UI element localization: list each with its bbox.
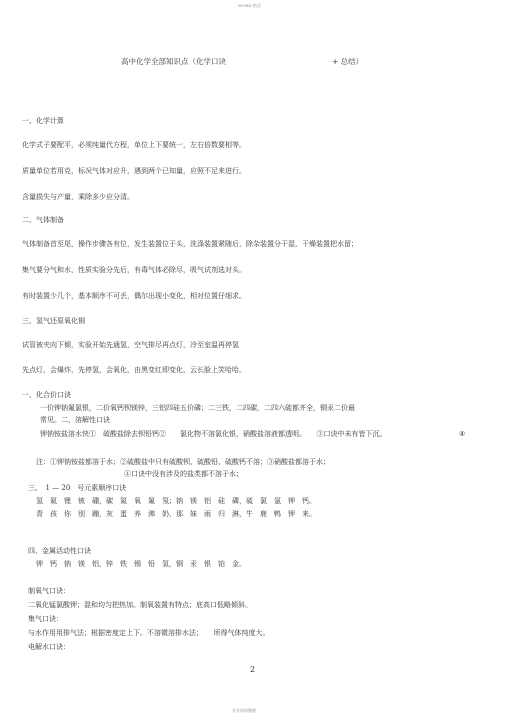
page-footer: 专业资料整理 <box>232 708 256 713</box>
section-heading-metal-activity: 四、金属活动性口诀 <box>28 547 91 555</box>
valence-line-1: 一价钾钠氟氯银，二价氧钙钡镁锌，三铝四硅五价磷；二三铁，二四碳，二四六硫都齐全，铜汞二价最 <box>40 404 355 412</box>
section-heading-calc: 一、化学计算 <box>22 117 64 125</box>
reduction-line-2: 先点灯，会爆炸，先停氢，会氧化，由黑变红即变化，云长脸上笑哈哈。 <box>22 366 246 374</box>
metal-activity-row: 钾 钙 钠 镁 铝，锌 铁 锡 铅 氢，铜 汞 银 铂 金。 <box>36 560 246 568</box>
gas-line-1: 气体制备首至尾，操作步骤各有位，发生装置位于头，洗涤装置紧随后，除杂装置分干湿，干燥装置把水留； <box>22 240 358 248</box>
solubility-line-marker: ④ <box>459 430 466 438</box>
solubility-note: 注：①钾钠铵盐都溶于水；②硫酸盐中只有硫酸钡、硫酸铅、硫酸钙不溶；③硝酸盐都溶于水； <box>36 458 330 466</box>
elements-row-1: 氢 氦 锂 铍 硼，碳 氮 氧 氟 氖；钠 镁 铝 硅 磷，硫 氯 氩 钾 钙。 <box>36 497 316 505</box>
gas-line-2: 集气要分气和水，性质实验分先后，有毒气体必除尽，吸气试剂选对头。 <box>22 266 246 274</box>
calc-line-1: 化学式子要配平，必须纯量代方程，单位上下要统一，左右倍数要相等。 <box>22 141 246 149</box>
gas-line-3: 有时装置少几个，基本顺序不可丢，偶尔出现小变化，相对位置仔细求。 <box>22 292 246 300</box>
calc-line-3: 含量损失与产量，乘除多少应分清。 <box>22 193 134 201</box>
document-title: 高中化学全部知识点（化学口诀 <box>121 57 226 66</box>
calc-line-2: 质量单位若用克，标况气体对应升，遇到两个已知量，应照不足来进行。 <box>22 167 246 175</box>
section-heading-gas: 二、气体制备 <box>22 216 64 224</box>
document-title-suffix: + 总结） <box>332 57 364 66</box>
oxygen-heading: 制氧气口诀： <box>28 587 70 595</box>
reduction-line-1: 试管被夹向下倾，实验开始先通氢，空气排尽再点灯，冷至室温再停氢 <box>22 341 239 349</box>
solubility-note-2: ④口诀中没有涉及的盐类都不溶于水； <box>124 470 243 478</box>
oxygen-line: 二氧化锰氯酸钾；混和均匀把热加。制氧装置有特点；底高口低略倾斜。 <box>28 601 252 609</box>
section-heading-elements: 三、 1 — 20 号元素顺序口诀 <box>28 484 127 492</box>
elements-row-2: 青 孩 你 别 蹦，灰 蛋 养 沸 奶，那 妹 雨 归 淋，牛 鹿 鸭 钾 来。 <box>36 510 316 518</box>
section-heading-reduction: 三、氢气还原氧化铜 <box>22 317 85 325</box>
page-header: WORD 格式 <box>238 3 261 8</box>
page-number: 2 <box>250 665 256 674</box>
electrolysis-heading: 电解水口诀： <box>28 643 70 651</box>
valence-line-2: 常见。二、溶解性口诀 <box>40 416 110 424</box>
solubility-line: 钾钠铵盐溶水快① 硫酸盐除去钡铅钙② 氯化物不溶氯化银，硝酸盐溶液都透明。 ③口诀中未有皆下沉。 <box>40 430 387 438</box>
collect-line: 与水作用用排气法；根据密度定上下。不溶微溶排水法； 所得气体纯度大。 <box>28 629 270 637</box>
section-heading-valence: 一、化合价口诀 <box>22 391 71 399</box>
collect-heading: 集气口诀： <box>28 615 63 623</box>
